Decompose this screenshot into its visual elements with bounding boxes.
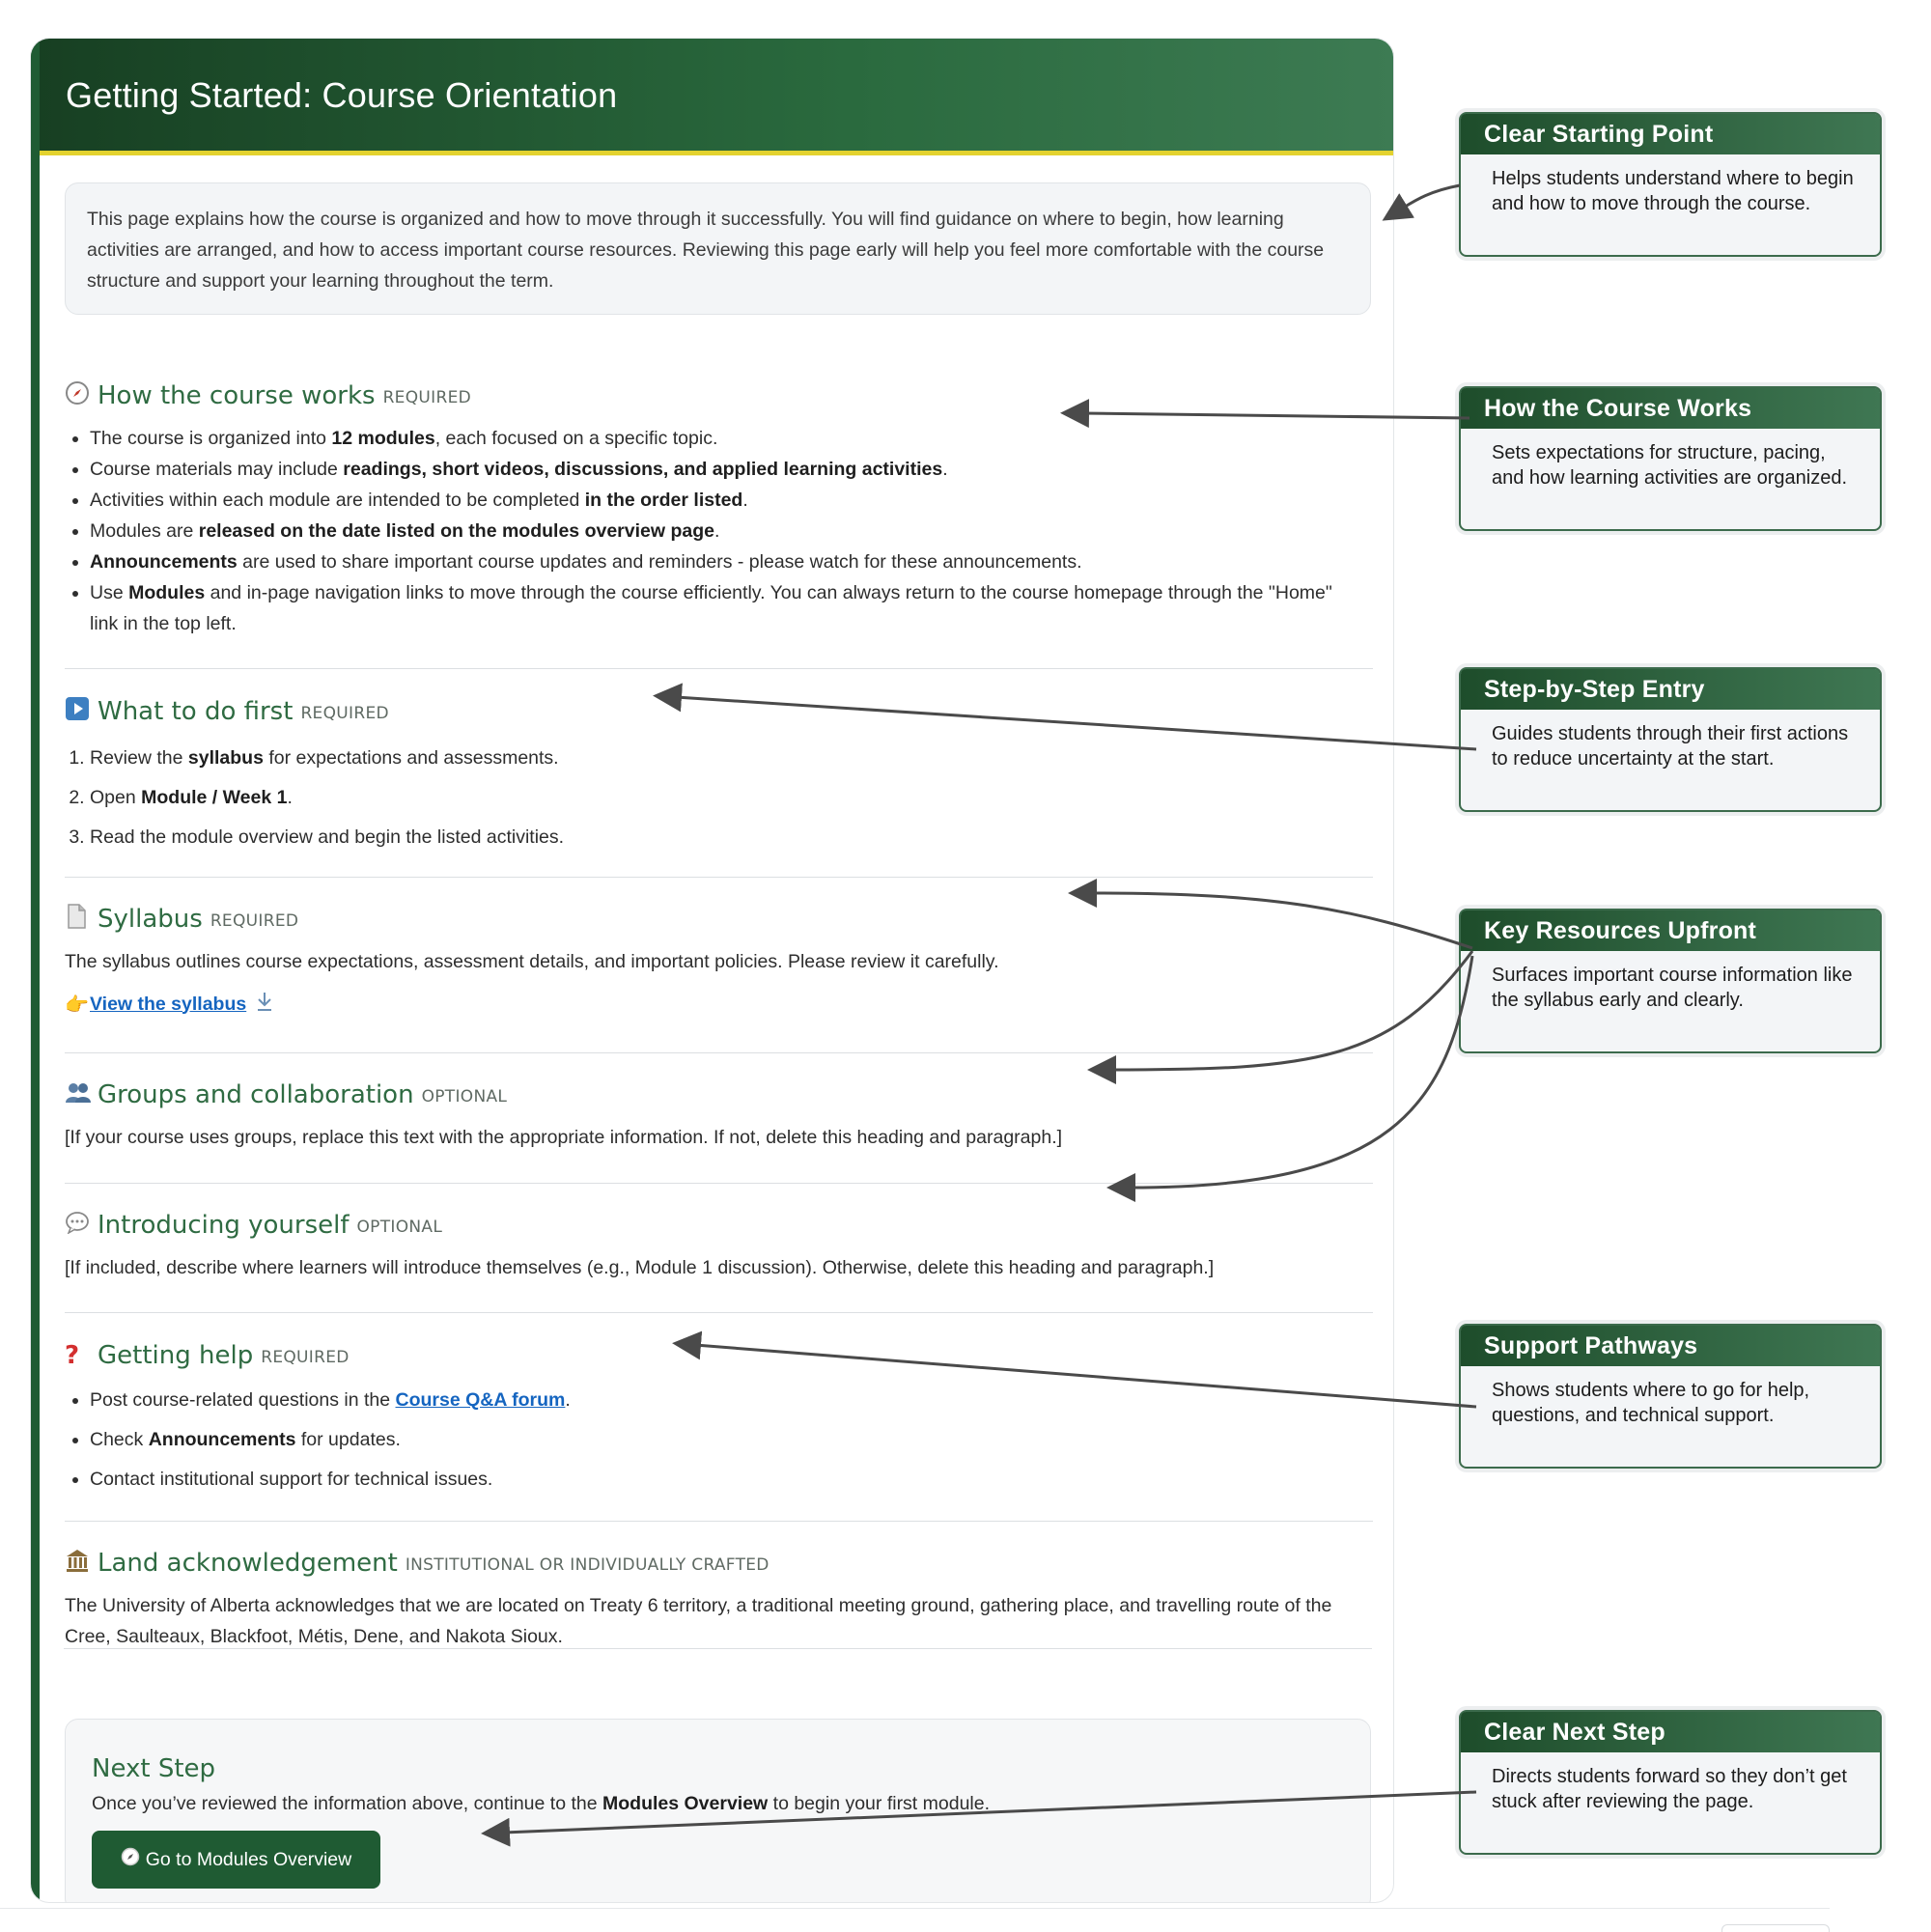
course-qa-forum-link[interactable]: Course Q&A forum [395,1389,566,1411]
callout-clear-starting-point [1459,112,1882,257]
next-step-text: Once you’ve reviewed the information above, continue to the Modules Overview to begin your first module. [92,1793,991,1814]
syllabus-link-row [65,991,1373,1018]
syllabus-text: The syllabus outlines course expectations, assessment details, and important policies. Please review it carefully. [65,951,999,972]
callout-clear-next-step [1459,1710,1882,1855]
page-title: Getting Started: Course Orientation [66,75,618,115]
divider [65,1312,1373,1313]
callout-title: Clear Starting Point [1461,114,1880,154]
speech-bubble-icon [65,1211,92,1240]
section-heading [65,1544,1373,1582]
list-item: • Use Modules and in-page navigation links to move through the course efficiently. You can always return to the course homepage through the "Home" link in the top left. [90,577,1373,639]
pointing-hand-icon: 👉 [65,994,89,1016]
page-bottom-border [0,1908,1830,1909]
page-header [31,39,1393,155]
callout-body: Guides students through their first actions to reduce uncertainty at the start. [1492,723,1849,770]
intro-box: This page explains how the course is organized and how to move through it successfully. You will find guidance on where to begin, how learning activities are arranged, and how to access important course resources. Reviewing this page early will help you feel more comfortable with the course structure and support your learning throughout the term. [65,182,1371,315]
first-steps-list [65,739,1373,857]
how-list [65,423,1373,639]
list-item: • Course materials may include readings, short videos, discussions, and applied learning activities. [90,454,1373,485]
button-label: Go to Modules Overview [145,1848,352,1870]
callout-step-by-step-entry [1459,667,1882,812]
callout-key-resources-upfront [1459,909,1882,1053]
compass-icon [65,380,92,411]
section-how-course-works [65,377,1373,639]
institution-icon [65,1548,92,1579]
divider [65,1521,1373,1522]
section-heading [65,377,1373,415]
play-button-icon [65,696,92,727]
list-item: • Check Announcements for updates. [90,1420,1373,1460]
callout-how-course-works [1459,386,1882,531]
next-step-title: Next Step [92,1754,216,1783]
list-item: 3. Read the module overview and begin the listed activities. [90,818,1373,857]
section-what-to-do-first [65,692,1373,857]
callout-support-pathways [1459,1324,1882,1469]
list-item: 1. Review the syllabus for expectations and assessments. [90,739,1373,778]
go-to-modules-overview-button[interactable] [92,1831,380,1889]
institutional-tag: INSTITUTIONAL OR INDIVIDUALLY CRAFTED [405,1555,770,1575]
arrow-clear-starting-point [1402,185,1460,209]
list-item: 2. Open Module / Week 1. [90,778,1373,818]
section-heading [65,692,1373,731]
list-item: • Contact institutional support for technical issues. [90,1460,1373,1499]
section-heading [65,1206,1373,1245]
list-item: • Announcements are used to share important course updates and reminders - please watch for these announcements. [90,546,1373,577]
view-syllabus-link[interactable]: View the syllabus [90,993,247,1015]
next-step-box [65,1719,1371,1903]
callout-body: Sets expectations for structure, pacing, and how learning activities are organized. [1492,442,1847,489]
section-title: Syllabus [98,905,203,934]
callout-title: Support Pathways [1461,1326,1880,1366]
section-land-acknowledgement [65,1544,1373,1652]
section-heading [65,900,1373,938]
optional-tag: OPTIONAL [356,1218,443,1237]
callout-body: Directs students forward so they don’t get stuck after reviewing the page. [1492,1766,1847,1812]
callout-body: Helps students understand where to begin and how to move through the course. [1492,168,1854,214]
section-syllabus [65,900,1373,1018]
section-title: What to do first [98,697,294,726]
section-heading [65,1076,1373,1114]
introducing-text: [If included, describe where learners will introduce themselves (e.g., Module 1 discussion). Otherwise, delete this heading and paragraph.] [65,1257,1215,1278]
list-item: • Activities within each module are intended to be completed in the order listed. [90,485,1373,516]
list-item: • Modules are released on the date listed on the modules overview page. [90,516,1373,546]
required-tag: REQUIRED [261,1348,350,1367]
section-title: Introducing yourself [98,1211,350,1240]
divider [65,877,1373,878]
list-item: • The course is organized into 12 modules, each focused on a specific topic. [90,423,1373,454]
section-title: Groups and collaboration [98,1080,414,1109]
callout-title: Step-by-Step Entry [1461,669,1880,710]
compass-icon [121,1847,140,1872]
divider [65,668,1373,669]
required-tag: REQUIRED [300,704,389,723]
optional-tag: OPTIONAL [421,1087,508,1106]
callout-title: Key Resources Upfront [1461,910,1880,951]
callout-title: How the Course Works [1461,388,1880,429]
document-icon [65,904,92,935]
callout-title: Clear Next Step [1461,1712,1880,1752]
section-title: Land acknowledgement [98,1549,398,1578]
people-icon [65,1080,92,1109]
groups-text: [If your course uses groups, replace this text with the appropriate information. If not, delete this heading and paragraph.] [65,1127,1063,1148]
section-groups [65,1076,1373,1153]
callout-body: Surfaces important course information like the syllabus early and clearly. [1492,965,1853,1011]
required-tag: REQUIRED [210,911,299,931]
land-text: The University of Alberta acknowledges that we are located on Treaty 6 territory, a traditional meeting ground, gathering place, and travelling route of the Cree, Saulteaux, Blackfoot, Métis, Dene, and Nakota Sioux. [65,1595,1332,1647]
section-getting-help [65,1336,1373,1499]
section-title: Getting help [98,1341,254,1370]
download-icon[interactable] [256,991,273,1018]
callout-body: Shows students where to go for help, questions, and technical support. [1492,1380,1810,1426]
list-item: • Post course-related questions in the Course Q&A forum. [90,1381,1373,1420]
section-heading [65,1336,1373,1375]
course-page-card [30,38,1394,1903]
divider [64,1648,1372,1649]
required-tag: REQUIRED [382,388,471,407]
question-mark-icon: ? [65,1341,80,1370]
help-list [65,1381,1373,1499]
divider [65,1183,1373,1184]
section-title: How the course works [98,381,376,410]
divider [65,1052,1373,1053]
section-introducing-yourself [65,1206,1373,1283]
